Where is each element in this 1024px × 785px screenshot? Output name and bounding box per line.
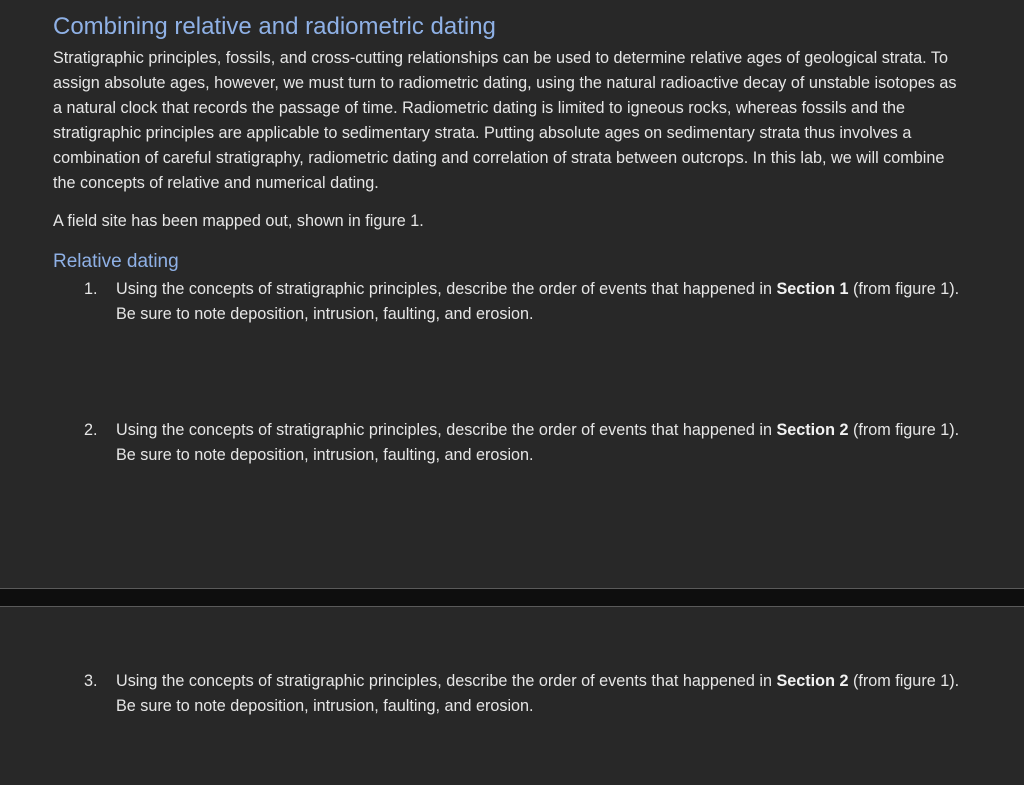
question-text: Using the concepts of stratigraphic principles, describe the order of events that happened in Section 1 (from figure 1). Be sure to note deposition, intrusion, faulting, and erosion. [116, 280, 960, 323]
question-section-ref: Section 2 [776, 421, 849, 439]
question-section-ref: Section 2 [776, 672, 849, 690]
intro-paragraph: Stratigraphic principles, fossils, and cross-cutting relationships can be used to determine relative ages of geological strata. To assign absolute ages, however, we must turn to radiometric dating, using the natural radioactive decay of unstable isotopes as a natural clock that records the passage of time. Radiometric dating is limited to igneous rocks, whereas fossils and the stratigraphic principles are applicable to sedimentary strata. Putting absolute ages on sedimentary strata thus involves a combination of careful stratigraphy, radiometric dating and correlation of strata between outcrops. In this lab, we will combine the concepts of relative and numerical dating. [53, 49, 957, 192]
field-site-text: A field site has been mapped out, shown in figure 1. [53, 212, 424, 230]
question-text: Using the concepts of stratigraphic principles, describe the order of events that happened in Section 2 (from figure 1). Be sure to note deposition, intrusion, faulting, and erosion. [116, 421, 960, 464]
document-title: Combining relative and radiometric dating [53, 13, 496, 40]
document-page-2 [0, 606, 1024, 785]
question-number: 1. [84, 280, 98, 298]
question-section-ref: Section 1 [776, 280, 849, 298]
section-heading-relative-dating: Relative dating [53, 251, 179, 272]
question-number: 2. [84, 421, 98, 439]
question-number: 3. [84, 672, 98, 690]
page-break-gap [0, 589, 1024, 606]
question-text: Using the concepts of stratigraphic principles, describe the order of events that happened in Section 2 (from figure 1). Be sure to note deposition, intrusion, faulting, and erosion. [116, 672, 960, 715]
